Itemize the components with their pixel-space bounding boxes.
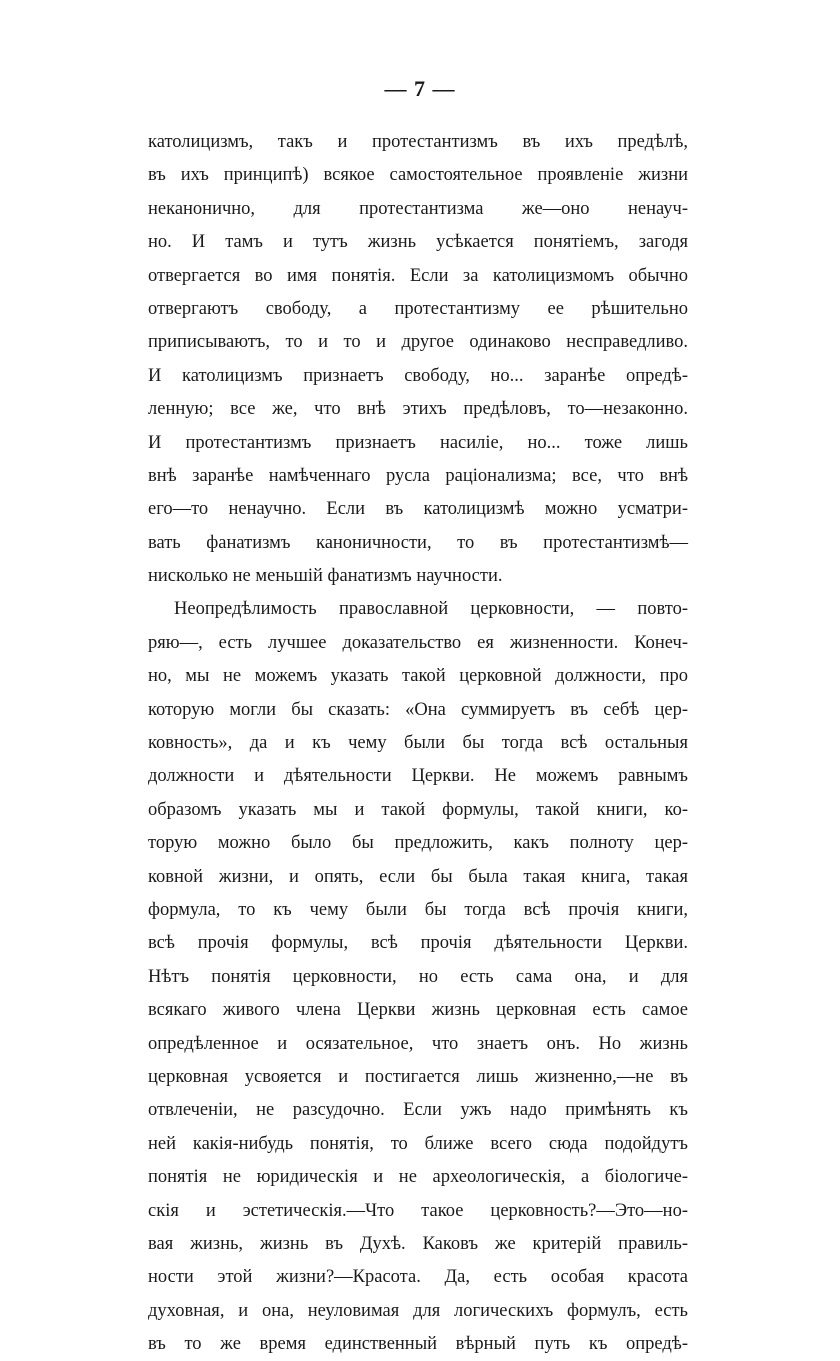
text-line: которую могли бы сказать: «Она суммируетъ въ себѣ цер- (148, 699, 688, 720)
paragraph-1 (148, 126, 688, 593)
body-text (148, 126, 688, 1361)
text-line: духовная, и она, неуловимая для логическихъ формулъ, есть (148, 1300, 688, 1321)
text-line: опредѣленное и осязательное, что знаетъ онъ. Но жизнь (148, 1033, 688, 1054)
text-line: въ ихъ принципѣ) всякое самостоятельное проявленіе жизни (148, 165, 688, 186)
text-line: вая жизнь, жизнь въ Духѣ. Каковъ же критерій правиль- (148, 1233, 688, 1254)
text-line: но, мы не можемъ указать такой церковной должности, про (148, 666, 688, 687)
text-line: вать фанатизмъ каноничности, то въ протестантизмѣ— (148, 532, 688, 553)
text-line: ленную; все же, что внѣ этихъ предѣловъ, то—незаконно. (148, 399, 688, 420)
text-line: его—то ненаучно. Если въ католицизмѣ можно усматри- (148, 499, 688, 520)
text-line: торую можно было бы предложить, какъ полноту цер- (148, 833, 688, 854)
text-line: И католицизмъ признаетъ свободу, но... заранѣе опредѣ- (148, 365, 688, 386)
text-line: но. И тамъ и тутъ жизнь усѣкается понятіемъ, загодя (148, 232, 688, 253)
text-line: И протестантизмъ признаетъ насиліе, но... тоже лишь (148, 432, 688, 453)
text-line: ковной жизни, и опять, если бы была такая книга, такая (148, 866, 688, 887)
text-line: Неопредѣлимость православной церковности, — повто- (174, 599, 688, 620)
text-line: въ то же время единственный вѣрный путь къ опредѣ- (148, 1334, 688, 1355)
text-line: внѣ заранѣе намѣченнаго русла раціонализма; все, что внѣ (148, 465, 688, 486)
page-number: — 7 — (384, 76, 456, 101)
text-line: образомъ указать мы и такой формулы, такой книги, ко- (148, 799, 688, 820)
text-line: всякаго живого члена Церкви жизнь церковная есть самое (148, 1000, 688, 1021)
text-line: должности и дѣятельности Церкви. Не можемъ равнымъ (148, 766, 688, 787)
text-line: католицизмъ, такъ и протестантизмъ въ ихъ предѣлѣ, (148, 132, 688, 152)
text-line: отвергаютъ свободу, а протестантизму ее рѣшительно (148, 298, 688, 319)
text-line: ряю—, есть лучшее доказательство ея жизненности. Конеч- (148, 632, 688, 653)
text-line: церковная усвояется и постигается лишь жизненно,—не въ (148, 1066, 688, 1087)
text-line: ковность», да и къ чему были бы тогда всѣ остальныя (148, 733, 688, 754)
text-line: понятія не юридическія и не археологическія, а біологиче- (148, 1167, 688, 1188)
text-line: Нѣтъ понятія церковности, но есть сама она, и для (148, 966, 688, 987)
text-line: ней какія-нибудь понятія, то ближе всего сюда подойдутъ (148, 1133, 688, 1154)
text-line: скія и эстетическія.—Что такое церковность?—Это—но- (148, 1200, 688, 1221)
text-line: всѣ прочія формулы, всѣ прочія дѣятельности Церкви. (148, 933, 688, 954)
text-line: приписываютъ, то и то и другое одинаково несправедливо. (148, 332, 688, 353)
text-line: отвергается во имя понятія. Если за католицизмомъ обычно (148, 265, 688, 286)
text-line: ности этой жизни?—Красота. Да, есть особая красота (148, 1267, 688, 1288)
text-line: нисколько не меньшій фанатизмъ научности. (148, 566, 503, 587)
text-line: отвлеченіи, не разсудочно. Если ужъ надо примѣнять къ (148, 1100, 688, 1121)
paragraph-2 (148, 593, 688, 1361)
text-line: формула, то къ чему были бы тогда всѣ прочія книги, (148, 899, 688, 920)
text-line: неканонично, для протестантизма же—оно ненауч- (148, 198, 688, 219)
